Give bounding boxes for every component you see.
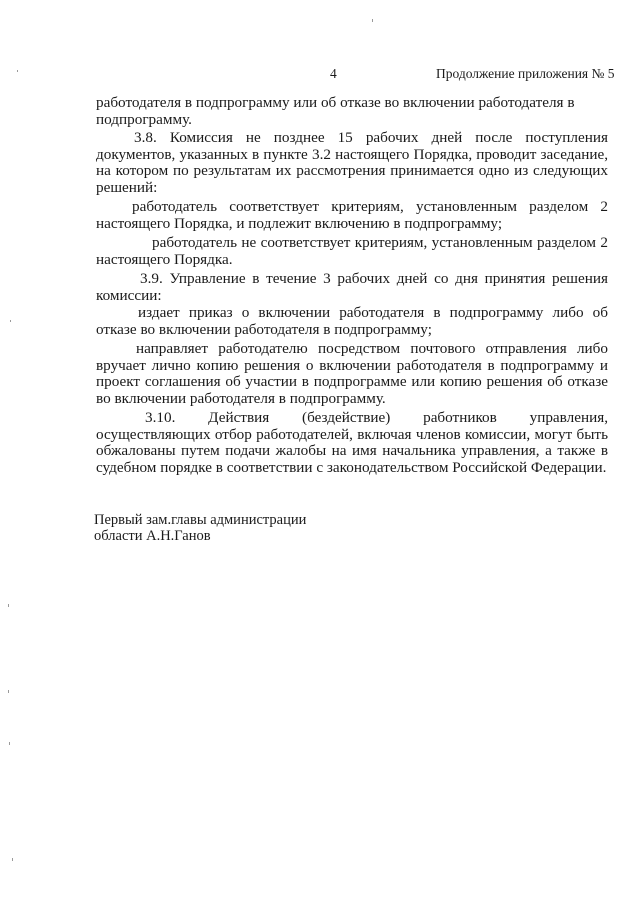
signature-name: области А.Н.Ганов: [94, 528, 211, 544]
scan-speck: [8, 690, 9, 693]
paragraph-3-9: 3.9. Управление в течение 3 рабочих дней со дня принятия решения комиссии:: [96, 270, 608, 304]
paragraph-3-7-continuation: работодателя в подпрограмму или об отказе во включении работодателя в подпрограмму.: [96, 94, 575, 128]
paragraph-3-10: 3.10. Действия (бездействие) работников управления, осуществляющих отбор работодателей, включая членов комиссии, могут быть обжалованы путем подачи жалобы на имя начальника управления, а также в судебном порядке в соответствии с законодательством Российской Федерации.: [96, 409, 608, 476]
scan-speck: [8, 604, 9, 607]
scan-speck: [12, 858, 13, 861]
signature-title: Первый зам.главы администрации: [94, 512, 307, 528]
action-send-decision-copy: направляет работодателю посредством почтового отправления либо вручает лично копию решения о включении работодателя в подпрограмму и проект соглашения об участии в подпрограмме или копию решения об отказе во включении работодателя в подпрограмму.: [96, 340, 608, 407]
scan-speck: [17, 70, 18, 72]
appendix-continuation-note: Продолжение приложения № 5: [436, 66, 615, 81]
paragraph-3-8: 3.8. Комиссия не позднее 15 рабочих дней после поступления документов, указанных в пункте 3.2 настоящего Порядка, проводит заседание, на котором по результатам их рассмотрения принимается одно из следующих решений:: [96, 129, 608, 196]
action-issue-order: издает приказ о включении работодателя в подпрограмму либо об отказе во включении работодателя в подпрограмму;: [96, 304, 608, 338]
decision-option-meets-criteria: работодатель соответствует критериям, установленным разделом 2 настоящего Порядка, и подлежит включению в подпрограмму;: [96, 198, 608, 232]
decision-option-not-meets-criteria: работодатель не соответствует критериям, установленным разделом 2 настоящего Порядка.: [96, 234, 608, 268]
scan-speck: [372, 19, 373, 22]
scan-speck: [9, 742, 10, 745]
page-number: 4: [330, 66, 337, 81]
scan-speck: [10, 320, 11, 322]
